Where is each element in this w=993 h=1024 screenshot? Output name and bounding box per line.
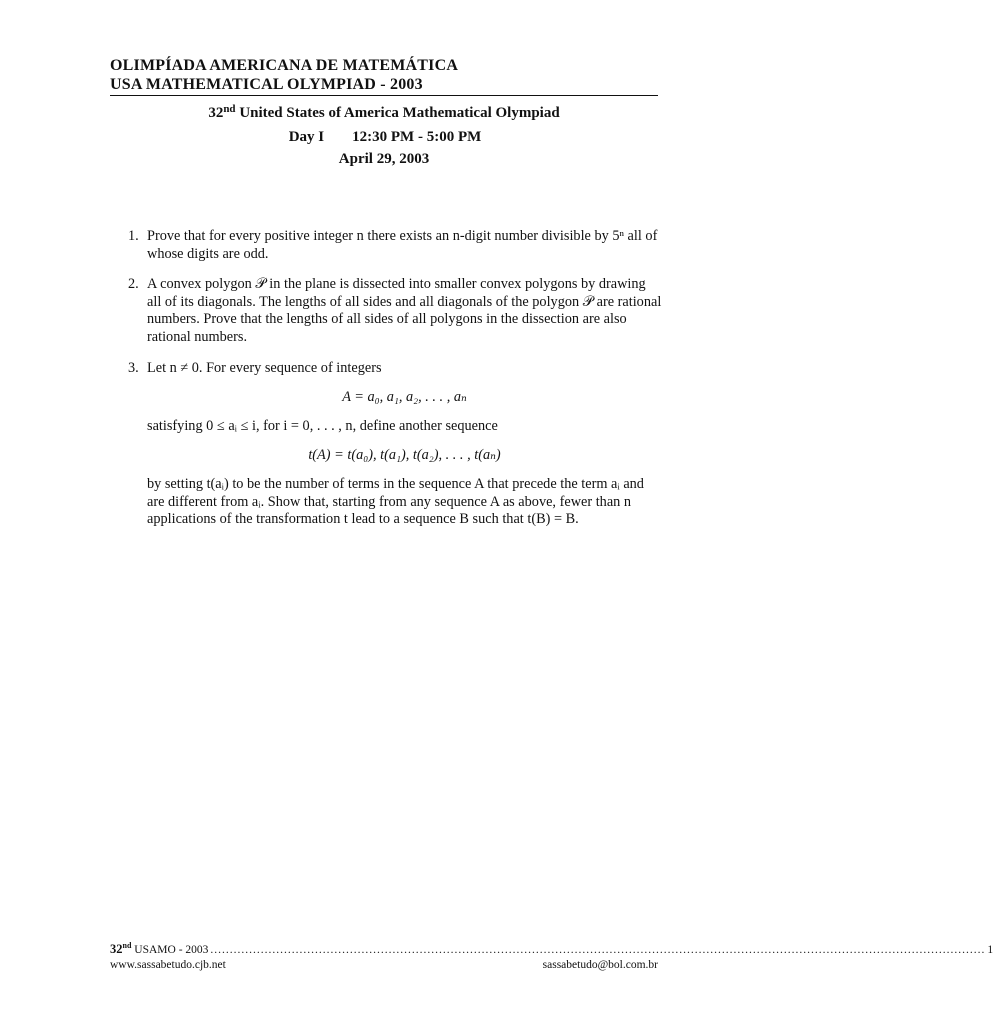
olympiad-name: United States of America Mathematical Olympiad <box>239 105 560 121</box>
document-header <box>110 56 658 96</box>
page-number: 1 <box>987 944 993 956</box>
problem-text: A convex polygon 𝒫 in the plane is dissected into smaller convex polygons by drawing all of its diagonals. The lengths of all sides and all diagonals of the polygon 𝒫 are rational numbers. Prove that the lengths of all sides of all polygons in the dissection are also rational numbers. <box>147 276 662 345</box>
footer-exam-label: USAMO - 2003 <box>134 944 209 956</box>
problem-middle-text: satisfying 0 ≤ aᵢ ≤ i, for i = 0, . . . , n, define another sequence <box>147 417 498 434</box>
document-footer <box>110 941 993 973</box>
header-title-english: USA MATHEMATICAL OLYMPIAD - 2003 <box>110 76 423 93</box>
exam-day: Day I <box>288 129 325 145</box>
olympiad-title <box>110 104 658 122</box>
footer-website-link[interactable]: www.sassabetudo.cjb.net <box>110 959 226 971</box>
problem-1 <box>122 228 662 263</box>
footer-ordinal: 32 <box>110 942 123 956</box>
problem-conclusion: by setting t(aᵢ) to be the number of terms in the sequence A that precede the term aᵢ and are different from aᵢ. Show that, starting from any sequence A as above, fewer than n applications of the transformation t lead to a sequence B such that t(B) = B. <box>147 475 644 528</box>
footer-ordinal-suffix: nd <box>122 941 132 950</box>
problem-intro: Let n ≠ 0. For every sequence of integers <box>147 359 382 376</box>
header-divider <box>110 95 658 96</box>
footer-dot-leader: ........................................................................................................................................................................................................ <box>210 944 986 956</box>
problem-text: Prove that for every positive integer n there exists an n-digit number divisible by 5ⁿ all of whose digits are odd. <box>147 228 658 262</box>
problem-number: 1. <box>128 228 139 244</box>
footer-page-line <box>110 941 993 958</box>
olympiad-ordinal-suffix: nd <box>223 103 236 115</box>
problem-2 <box>122 276 662 346</box>
exam-title-block <box>110 104 658 168</box>
sequence-a-formula: A = a₀, a₁, a₂, . . . , aₙ <box>342 389 467 406</box>
exam-time: 12:30 PM - 5:00 PM <box>352 129 482 145</box>
problem-list <box>122 228 662 542</box>
exam-session <box>110 128 658 146</box>
olympiad-ordinal: 32 <box>208 105 224 121</box>
problem-3 <box>122 360 662 529</box>
problem-number: 2. <box>128 276 139 293</box>
exam-date: April 29, 2003 <box>338 151 430 167</box>
sequence-t-formula: t(A) = t(a₀), t(a₁), t(a₂), . . . , t(aₙ) <box>308 447 501 464</box>
footer-contact-line <box>110 958 658 973</box>
footer-email-link[interactable]: sassabetudo@bol.com.br <box>542 959 658 971</box>
header-title-portuguese: OLIMPÍADA AMERICANA DE MATEMÁTICA <box>110 57 459 74</box>
footer-label <box>110 942 208 958</box>
problem-number: 3. <box>128 359 139 376</box>
